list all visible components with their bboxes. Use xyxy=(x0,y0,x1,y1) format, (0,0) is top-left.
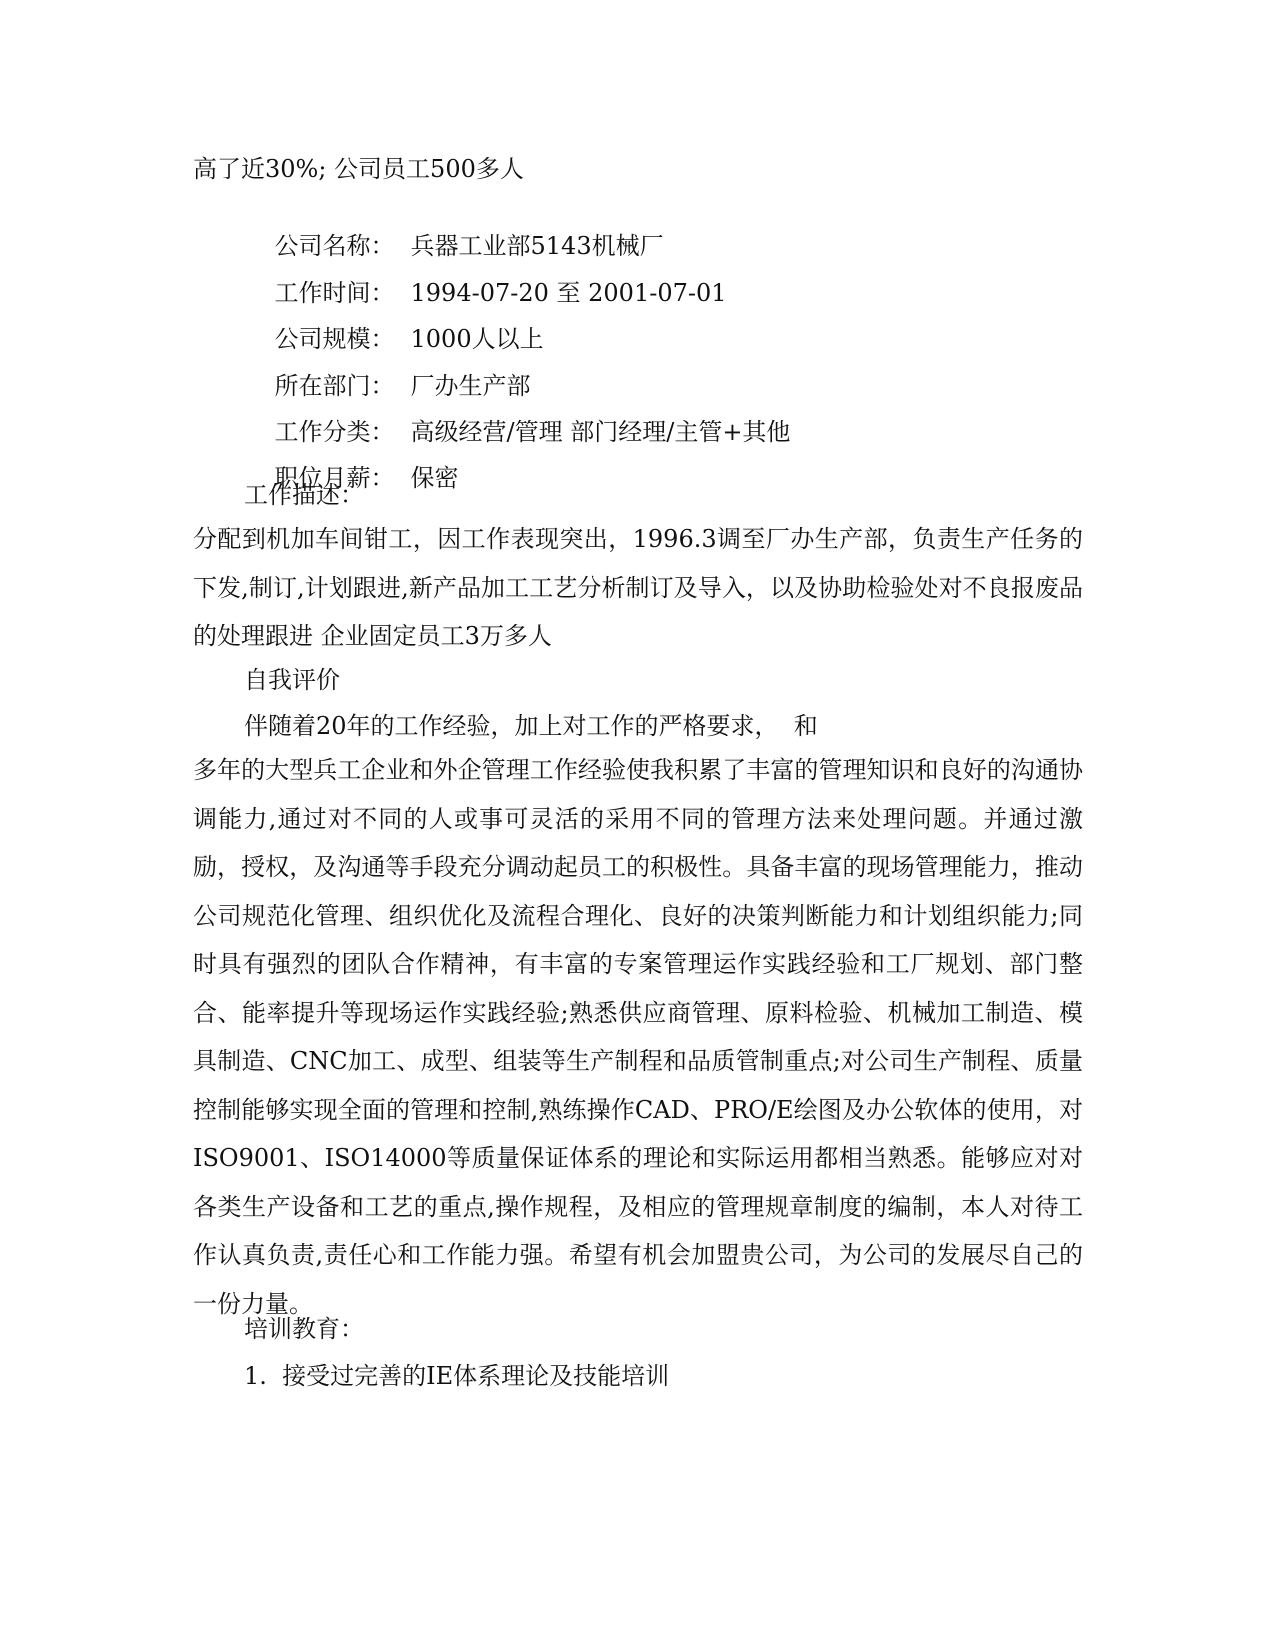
field-label: 职位月薪： xyxy=(274,464,395,492)
field-label: 公司名称： xyxy=(274,232,395,260)
job-description-text: 分配到机加车间钳工，因工作表现突出，1996.3调至厂办生产部，负责生产任务的下发,制订,计划跟进,新产品加工工艺分析制订及导入，以及协助检验处对不良报废品的处理跟进 企业固定员工3万多人 xyxy=(193,525,1083,650)
field-value: 厂办生产部 xyxy=(410,372,531,400)
field-value: 1000人以上 xyxy=(410,325,544,353)
field-label: 所在部门： xyxy=(274,372,395,400)
self-evaluation-first-line: 伴随着20年的工作经验，加上对工作的严格要求， 和 xyxy=(244,712,818,740)
training-heading: 培训教育： xyxy=(244,1315,364,1343)
field-label: 公司规模： xyxy=(274,325,395,353)
field-value: 兵器工业部5143机械厂 xyxy=(410,232,664,260)
field-value: 保密 xyxy=(410,464,459,492)
self-evaluation-text: 多年的大型兵工企业和外企管理工作经验使我积累了丰富的管理知识和良好的沟通协调能力,通过对不同的人或事可灵活的采用不同的管理方法来处理问题。并通过激励，授权，及沟通等手段充分调动起员工的积极性。具备丰富的现场管理能力，推动公司规范化管理、组织优化及流程合理化、良好的决策判断能力和计划组织能力;同时具有强烈的团队合作精神，有丰富的专案管理运作实践经验和工厂规划、部门整合、能率提升等现场运作实践经验;熟悉供应商管理、原料检验、机械加工制造、模具制造、CNC加工、成型、组装等生产制程和品质管制重点;对公司生产制程、质量控制能够实现全面的管理和控制,熟练操作CAD、PRO/E绘图及办公软体的使用，对ISO9001、ISO14000等质量保证体系的理论和实际运用都相当熟悉。能够应对对各类生产设备和工艺的重点,操作规程，及相应的管理规章制度的编制，本人对待工作认真负责,责任心和工作能力强。希望有机会加盟贵公司，为公司的发展尽自己的一份力量。 xyxy=(193,756,1083,1318)
job-description-paragraph xyxy=(193,515,1083,661)
self-evaluation-heading: 自我评价 xyxy=(244,666,340,694)
field-label: 工作时间： xyxy=(274,279,395,307)
job-description-label: 工作描述： xyxy=(244,481,364,509)
field-value: 1994-07-20 至 2001-07-01 xyxy=(410,279,727,307)
continuation-line: 高了近30%; 公司员工500多人 xyxy=(193,155,524,183)
field-value: 高级经营/管理 部门经理/主管+其他 xyxy=(410,418,791,446)
field-label: 工作分类： xyxy=(274,418,395,446)
self-evaluation-paragraph xyxy=(193,746,1083,1328)
training-item: 1. 接受过完善的IE体系理论及技能培训 xyxy=(244,1362,670,1390)
